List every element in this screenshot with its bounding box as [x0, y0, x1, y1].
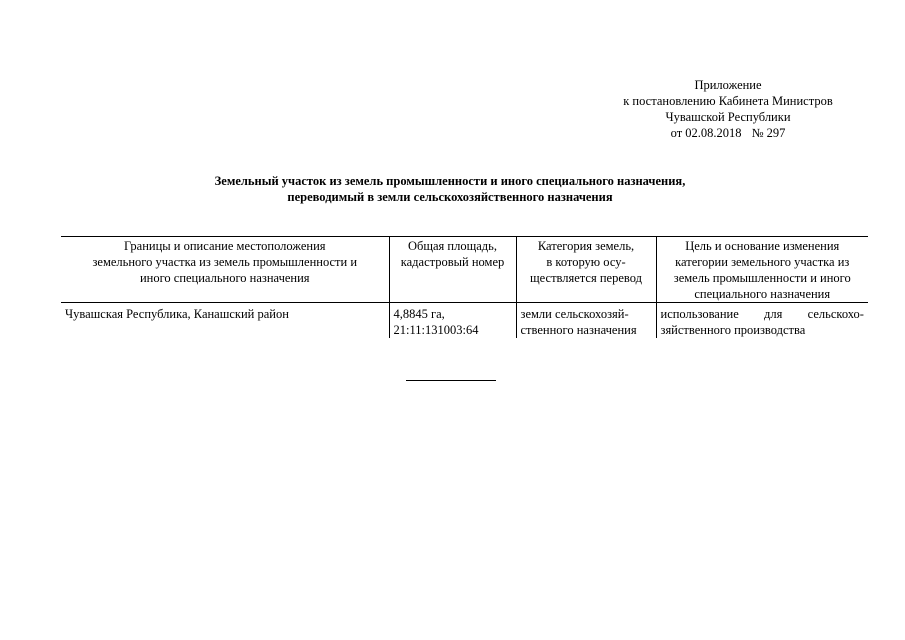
- cell-location: Чувашская Республика, Канашский район: [65, 307, 289, 321]
- cadastral-number: 21:11:131003:64: [393, 323, 479, 337]
- cell-category: земли сельскохозяй- ственного назначения: [516, 303, 656, 339]
- land-plot-table: [61, 236, 868, 338]
- closing-divider: [406, 380, 496, 381]
- appendix-republic: Чувашской Республики: [665, 110, 791, 124]
- document-title-line-2: переводимый в земли сельскохозяйственного назначения: [287, 190, 613, 204]
- document-title-line-1: Земельный участок из земель промышленности и иного специального назначения,: [214, 174, 686, 188]
- appendix-label: Приложение: [694, 78, 762, 92]
- purpose-line-1: использование для сельскохо-: [660, 307, 864, 321]
- table-row: [61, 303, 868, 339]
- document-title: [150, 173, 750, 205]
- appendix-block: [602, 77, 854, 141]
- appendix-decree-reference: к постановлению Кабинета Министров: [623, 94, 833, 108]
- table-header-row: [61, 237, 868, 303]
- header-location: Границы и описание местоположения земельного участка из земель промышленности и иного специального назначения: [61, 237, 389, 303]
- header-area: Общая площадь, кадастровый номер: [389, 237, 516, 303]
- appendix-date-number: [602, 125, 854, 141]
- appendix-number: № 297: [751, 126, 786, 140]
- cell-area: [389, 303, 516, 339]
- header-purpose: Цель и основание изменения категории земельного участка из земель промышленности и иного специального назначения: [656, 237, 868, 303]
- appendix-date: от 02.08.2018: [670, 126, 742, 140]
- area-value: 4,8845 га,: [393, 307, 445, 321]
- cell-purpose: [656, 303, 868, 339]
- header-category: Категория земель, в которую осу- ществляется перевод: [516, 237, 656, 303]
- purpose-line-2: зяйственного производства: [660, 323, 806, 337]
